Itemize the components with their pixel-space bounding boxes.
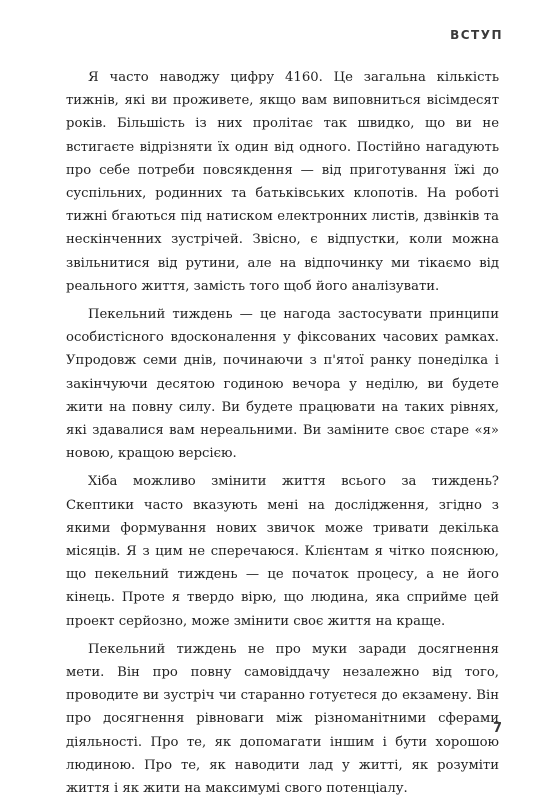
page-number: 7 — [492, 721, 502, 736]
paragraph-1: Я часто наводжу цифру 4160. Це загальна кількість тижнів, які ви проживете, якщо вам виповниться вісімдесят років. Більшість із них пролітає так швидко, що ви не встигаєте відрізняти їх один від одного. Постійно нагадують про себе потреби повсякдення — від приготування їжі до суспільних, родинних та батьківських клопотів. На роботі тижні бгаються під натиском електронних листів, дзвінків та нескінченних зустрічей. Звісно, є відпустки, коли можна звільнитися від рутини, але на відпочинку ми тікаємо від реального життя, замість того щоб його аналізувати. — [66, 70, 499, 294]
section-title: ВСТУП — [450, 28, 503, 42]
paragraph-3: Хіба можливо змінити життя всього за тиждень? Скептики часто вказують мені на дослідження, згідно з якими формування нових звичок може тривати декілька місяців. Я з цим не сперечаюся. Клієнтам я чітко пояснюю, що пекельний тиждень — це початок процесу, а не його кінець. Проте я твердо вірю, що людина, яка сприйме цей проект серйозно, може змінити своє життя на краще. — [66, 474, 499, 629]
paragraph-2: Пекельний тиждень — це нагода застосувати принципи особистісного вдосконалення у фіксованих часових рамках. Упродовж семи днів, починаючи з п'ятої ранку понеділка і закінчуючи десятою годиною вечора у неділю, ви будете жити на повну силу. Ви будете працювати на таких рівнях, які здавалися вам нереальними. Ви заміните своє старе «я» новою, кращою версією. — [66, 307, 499, 462]
body-text — [66, 66, 499, 805]
paragraph-4: Пекельний тиждень не про муки заради досягнення мети. Він про повну самовіддачу незалежно від того, проводите ви зустріч чи старанно готуєтеся до екзамену. Він про досягнення рівноваги між різноманітними сферами діяльності. Про те, як допомагати іншим і бути хорошою людиною. Про те, як наводити лад у житті, як розуміти життя і як жити на максимумі свого потенціалу. — [66, 641, 499, 797]
